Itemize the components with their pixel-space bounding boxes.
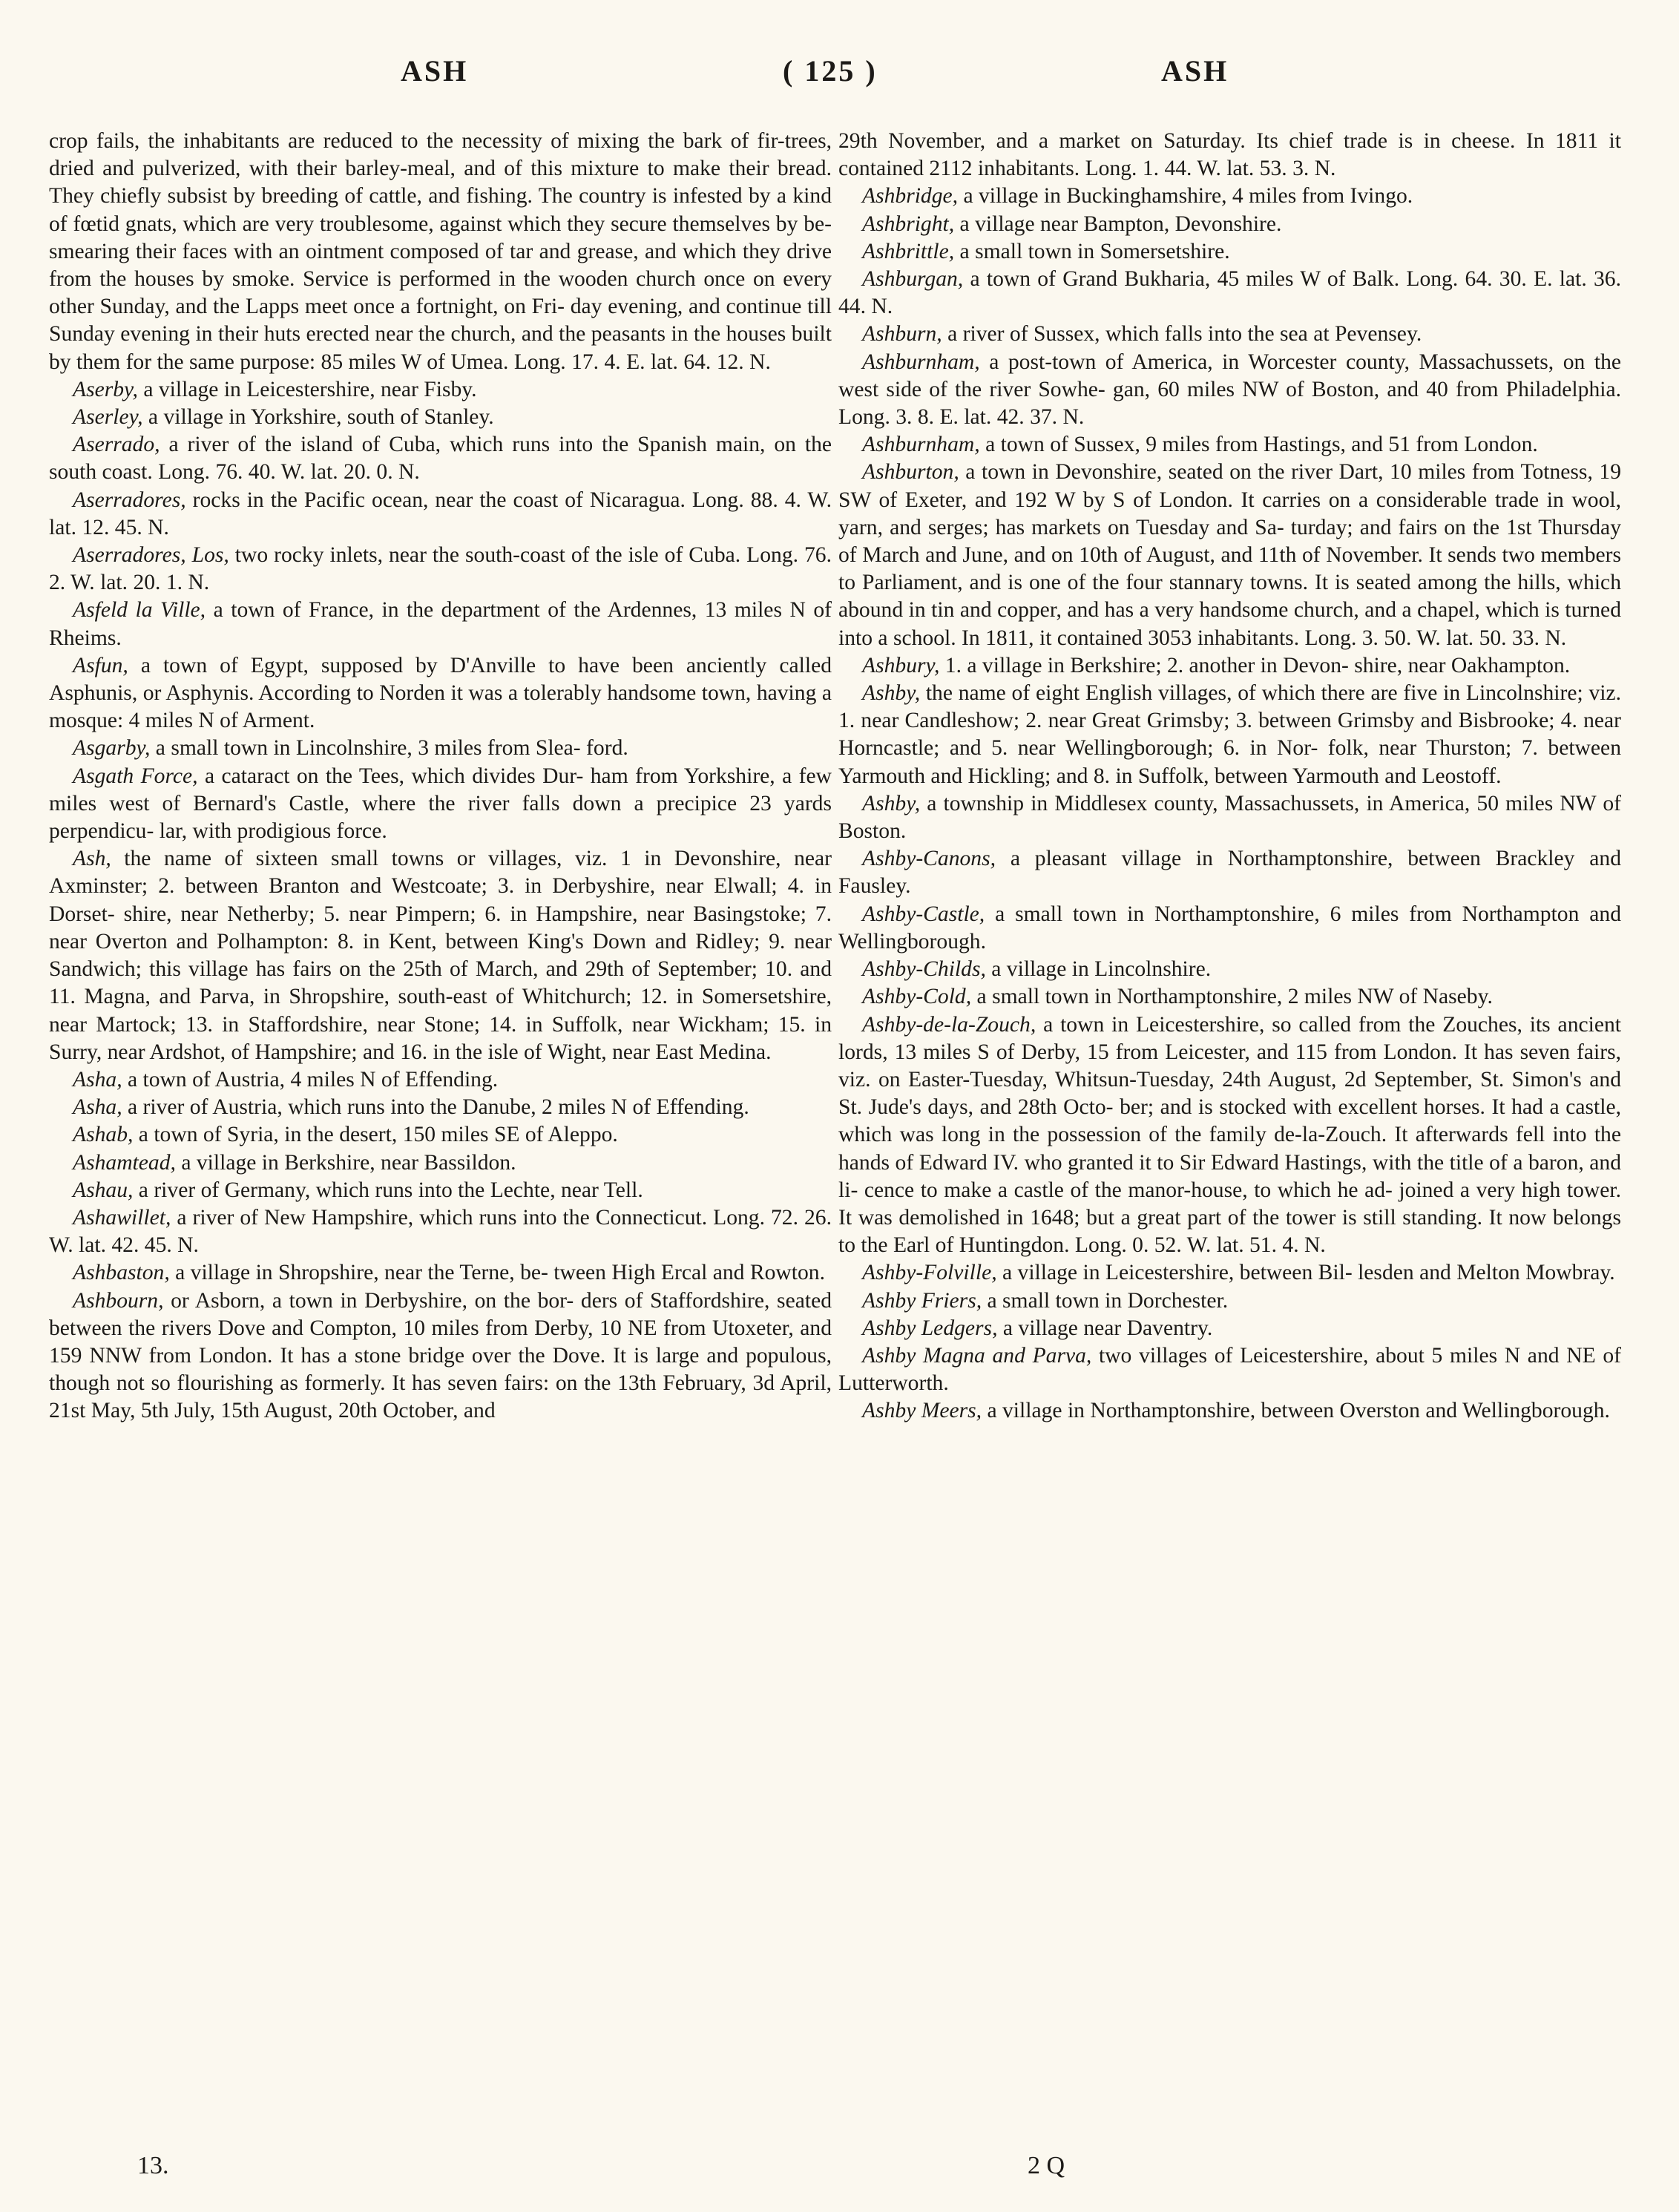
header-left-keyword: ASH <box>401 54 469 88</box>
entry-text: a small town in Northamptonshire, 2 miles NW of Naseby. <box>971 985 1493 1009</box>
entry-text: the name of sixteen small towns or villages, viz. 1 in Devonshire, near Axminster; 2. between Branton and Westcoate; 3. in Derbyshire, near Elwall; 4. in Dorset- shire, near Netherby; 5. near Pimpern; 6. in Hampshire, near Basingstoke; 7. near Overton and Polhampton: 8. in Kent, between King's Down and Ridley; 9. near Sandwich; this village has fairs on the 25th of March, and 29th of September; 10. and 11. Magna, and Parva, in Shropshire, south-east of Whitchurch; 12. in Somersetshire, near Martock; 13. in Staffordshire, near Stone; 14. in Suffolk, near Wickham; 15. in Surry, near Ardshot, of Hampshire; and 16. in the isle of Wight, near East Medina. <box>49 847 832 1064</box>
entry-headword: Ashby Friers, <box>862 1288 982 1313</box>
entry-headword: Ashburnham, <box>862 349 980 374</box>
entry-text: a town of Austria, 4 miles N of Effending. <box>122 1067 499 1092</box>
entry-headword: Ashab, <box>73 1123 134 1147</box>
entry-text: a river of Sussex, which falls into the sea at Pevensey. <box>942 322 1422 347</box>
gazetteer-entry <box>49 1204 832 1259</box>
gazetteer-entry <box>838 431 1621 459</box>
gazetteer-entry <box>49 845 832 1066</box>
entry-text: or Asborn, a town in Derbyshire, on the bor- ders of Staffordshire, seated between the rivers Dove and Compton, 10 miles from Derby, 10 NE from Utoxeter, and 159 NNW from London. It has a stone bridge over the Dove. It is large and populous, though not so flourishing as formerly. It has seven fairs: on the 13th February, 3d April, 21st May, 5th July, 15th August, 20th October, and <box>49 1288 832 1423</box>
gazetteer-entry <box>49 1287 832 1425</box>
entry-text: the name of eight English villages, of which there are five in Lincolnshire; viz. 1. near Candleshow; 2. near Great Grimsby; 3. between Grimsby and Bisbrooke; 4. near Horncastle; and 5. near Wellingborough; 6. in Nor- folk, near Thurston; 7. between Yarmouth and Hickling; and 8. in Suffolk, between Yarmouth and Leostoff. <box>838 681 1621 788</box>
entry-text: crop fails, the inhabitants are reduced to the necessity of mixing the bark of fir-trees, dried and pulverized, with their barley-meal, and of this mixture to make their bread. They chiefly subsist by breeding of cattle, and fishing. The country is infested by a kind of fœtid gnats, which are very troublesome, against which they secure themselves by be- smearing their faces with an ointment composed of tar and grease, and which they drive from the houses by smoke. Service is performed in the wooden church once on every other Sunday, and the Lapps meet once a fortnight, on Fri- day evening, and continue till Sunday evening in their huts erected near the church, and the peasants in the houses built by them for the same purpose: 85 miles W of Umea. Long. 17. 4. E. lat. 64. 12. N. <box>49 129 832 374</box>
entry-headword: Ashby-Castle, <box>862 902 985 926</box>
gazetteer-entry <box>49 735 832 762</box>
entry-text: a river of the island of Cuba, which runs into the Spanish main, on the south coast. Long. 76. 40. W. lat. 20. 0. N. <box>49 433 832 485</box>
entry-text: a town of Syria, in the desert, 150 miles SE of Aleppo. <box>133 1123 618 1147</box>
gazetteer-entry <box>838 1397 1621 1425</box>
entry-headword: Ashburgan, <box>862 267 964 292</box>
entry-text: a village in Leicestershire, between Bil- lesden and Melton Mowbray. <box>996 1261 1615 1285</box>
gazetteer-entry <box>838 1315 1621 1342</box>
entry-headword: Ashbrittle, <box>862 239 955 263</box>
gazetteer-entry <box>838 128 1621 183</box>
header-right-keyword: ASH <box>1161 54 1229 88</box>
entry-text: a river of Austria, which runs into the Danube, 2 miles N of Effending. <box>122 1095 749 1120</box>
entry-headword: Aserrado, <box>73 433 160 457</box>
gazetteer-entry <box>49 431 832 486</box>
gazetteer-entry <box>838 845 1621 900</box>
gazetteer-entry <box>838 790 1621 845</box>
gazetteer-entry <box>49 1094 832 1121</box>
entry-headword: Asfun, <box>73 653 128 677</box>
entry-headword: Asha, <box>73 1095 122 1120</box>
gazetteer-entry <box>49 763 832 846</box>
entry-text: a post-town of America, in Worcester county, Massachussets, on the west side of the river Sowhe- gan, 60 miles NW of Boston, and 40 from Philadelphia. Long. 3. 8. E. lat. 42. 37. N. <box>838 349 1621 430</box>
gazetteer-entry <box>49 487 832 542</box>
entry-text: a small town in Northamptonshire, 6 miles from Northampton and Wellingborough. <box>838 902 1621 954</box>
entry-text: a town of Sussex, 9 miles from Hastings, and 51 from London. <box>979 433 1538 457</box>
entry-text: rocks in the Pacific ocean, near the coast of Nicaragua. Long. 88. 4. W. lat. 12. 45. N. <box>49 488 832 539</box>
gazetteer-entry <box>49 404 832 431</box>
entry-text: two villages of Leicestershire, about 5 miles N and NE of Lutterworth. <box>838 1343 1621 1396</box>
entry-text: a town of Egypt, supposed by D'Anville to have been anciently called Asphunis, or Asphynis. According to Norden it was a tolerably handsome town, having a mosque: 4 miles N of Arment. <box>49 653 832 733</box>
entry-headword: Ashau, <box>73 1178 134 1202</box>
entry-text: a cataract on the Tees, which divides Dur- ham from Yorkshire, a few miles west of Bernard's Castle, where the river falls down a precipice 23 yards perpendicu- lar, with prodigious force. <box>49 764 832 844</box>
entry-headword: Ashawillet, <box>73 1205 171 1230</box>
entry-text: a village in Lincolnshire. <box>985 957 1212 982</box>
gazetteer-entry <box>838 321 1621 348</box>
entry-text: a small town in Lincolnshire, 3 miles from Slea- ford. <box>150 736 628 761</box>
signature-mark-left: 13. <box>137 2152 169 2179</box>
entry-headword: Ashby-Canons, <box>862 847 996 871</box>
gazetteer-entry <box>838 349 1621 432</box>
entry-headword: Ashby Magna and Parva, <box>862 1343 1092 1368</box>
gazetteer-entry <box>838 183 1621 210</box>
entry-text: a village in Yorkshire, south of Stanley. <box>142 405 494 430</box>
entry-text: a river of New Hampshire, which runs into the Connecticut. Long. 72. 26. W. lat. 42. 45. N. <box>49 1205 832 1258</box>
entry-headword: Ash, <box>73 847 111 871</box>
entry-headword: Ashby-Childs, <box>862 957 986 982</box>
entry-headword: Ashbury, <box>862 653 940 677</box>
gazetteer-entry <box>838 1259 1621 1287</box>
entry-headword: Ashby Ledgers, <box>862 1316 998 1340</box>
gazetteer-entry <box>49 128 832 376</box>
page-number: ( 125 ) <box>783 54 878 88</box>
entry-headword: Ashburnham, <box>862 433 980 457</box>
entry-text: a village near Bampton, Devonshire. <box>954 211 1282 236</box>
entry-headword: Aserradores, <box>73 488 186 512</box>
entry-headword: Ashbright, <box>862 211 955 236</box>
gazetteer-entry <box>838 238 1621 266</box>
entry-headword: Ashburn, <box>862 322 942 347</box>
gazetteer-entry <box>49 1149 832 1177</box>
entry-headword: Ashby, <box>862 681 921 706</box>
entry-headword: Asgath Force, <box>73 764 198 788</box>
entry-headword: Ashby-de-la-Zouch, <box>862 1012 1036 1037</box>
gazetteer-entry <box>49 376 832 404</box>
running-header <box>0 53 1679 98</box>
entry-text: a town in Devonshire, seated on the river Dart, 10 miles from Totness, 19 SW of Exeter, and 192 W by S of London. It carries on a considerable trade in wool, yarn, and serges; has markets on Tuesday and Sa- turday; and fairs on the 1st Thursday of March and June, and on 10th of August, and 11th of November. It sends two members to Parliament, and is one of the four stannary towns. It is seated among the hills, which abound in tin and copper, and has a very handsome church, and a chapel, which is turned into a school. In 1811, it contained 3053 inhabitants. Long. 3. 50. W. lat. 50. 33. N. <box>838 460 1621 650</box>
entry-text: a village in Berkshire, near Bassildon. <box>175 1150 516 1175</box>
entry-text: a town of Grand Bukharia, 45 miles W of Balk. Long. 64. 30. E. lat. 36. 44. N. <box>838 267 1621 319</box>
entry-headword: Aserby, <box>73 377 138 401</box>
entry-text: a small town in Dorchester. <box>982 1288 1229 1313</box>
gazetteer-entry <box>838 901 1621 956</box>
entry-text: a village in Shropshire, near the Terne, be- tween High Ercal and Rowton. <box>169 1261 825 1285</box>
entry-text: a village near Daventry. <box>997 1316 1213 1340</box>
gazetteer-entry <box>838 956 1621 983</box>
entry-text: a town in Leicestershire, so called from the Zouches, its ancient lords, 13 miles S of Derby, 15 from Leicester, and 115 from London. It has seven fairs, viz. on Easter-Tuesday, Whitsun-Tuesday, 24th August, 2d September, St. Simon's and St. Jude's days, and 28th Octo- ber; and is stocked with excellent horses. It had a castle, which was long in the possession of the family de-la-Zouch. It afterwards fell into the hands of Edward IV. who granted it to Sir Edward Hastings, with the title of a baron, and li- cence to make a castle of the manor-house, to which he ad- joined a very high tower. It was demolished in 1648; but a great part of the tower is still standing. It now belongs to the Earl of Huntingdon. Long. 0. 52. W. lat. 51. 4. N. <box>838 1012 1621 1258</box>
entry-text: a river of Germany, which runs into the Lechte, near Tell. <box>133 1178 643 1202</box>
gazetteer-entry <box>838 652 1621 680</box>
gazetteer-entry <box>49 1121 832 1149</box>
gazetteer-entry <box>49 542 832 597</box>
entry-headword: Asha, <box>73 1067 122 1092</box>
entry-text: two rocky inlets, near the south-coast of the isle of Cuba. Long. 76. 2. W. lat. 20. 1. N. <box>49 543 832 595</box>
entry-headword: Ashby-Folville, <box>862 1261 997 1285</box>
entry-headword: Asgarby, <box>73 736 151 761</box>
signature-mark-right: 2 Q <box>1028 2152 1065 2179</box>
gazetteer-entry <box>49 1066 832 1094</box>
gazetteer-entry <box>49 1177 832 1204</box>
entry-headword: Ashby-Cold, <box>862 985 972 1009</box>
entry-headword: Aserley, <box>73 405 143 430</box>
entry-text: a pleasant village in Northamptonshire, between Brackley and Fausley. <box>838 847 1621 899</box>
entry-text: a village in Leicestershire, near Fisby. <box>137 377 477 401</box>
gazetteer-entry <box>838 680 1621 790</box>
entry-text: 29th November, and a market on Saturday. Its chief trade is in cheese. In 1811 it contained 2112 inhabitants. Long. 1. 44. W. lat. 53. 3. N. <box>838 129 1621 181</box>
entry-headword: Ashby Meers, <box>862 1399 982 1423</box>
gazetteer-entry <box>838 983 1621 1011</box>
gazetteer-entry <box>49 1259 832 1287</box>
entry-headword: Ashbaston, <box>73 1261 170 1285</box>
gazetteer-entry <box>838 1287 1621 1315</box>
entry-headword: Asfeld la Ville, <box>73 598 206 623</box>
entry-text: a town of France, in the department of the Ardennes, 13 miles N of Rheims. <box>49 598 832 650</box>
entry-text: a township in Middlesex county, Massachussets, in America, 50 miles NW of Boston. <box>838 791 1621 844</box>
entry-text: a small town in Somersetshire. <box>954 239 1230 263</box>
entry-headword: Ashburton, <box>862 460 959 485</box>
entry-text: a village in Northamptonshire, between Overston and Wellingborough. <box>982 1399 1610 1423</box>
entry-headword: Aserradores, Los, <box>73 543 229 568</box>
gazetteer-entry <box>838 1011 1621 1260</box>
gazetteer-entry <box>838 266 1621 321</box>
entry-headword: Ashamtead, <box>73 1150 176 1175</box>
entry-headword: Ashby, <box>862 791 921 815</box>
left-column <box>49 128 832 1425</box>
gazetteer-entry <box>49 597 832 652</box>
gazetteer-entry <box>838 459 1621 652</box>
right-column <box>838 128 1621 1425</box>
entry-text: 1. a village in Berkshire; 2. another in Devon- shire, near Oakhampton. <box>939 653 1571 677</box>
entry-headword: Ashbridge, <box>862 184 959 209</box>
entry-text: a village in Buckinghamshire, 4 miles from Ivingo. <box>958 184 1413 209</box>
gazetteer-entry <box>49 652 832 735</box>
entry-headword: Ashbourn, <box>73 1288 164 1313</box>
gazetteer-entry <box>838 1342 1621 1397</box>
gazetteer-entry <box>838 211 1621 238</box>
